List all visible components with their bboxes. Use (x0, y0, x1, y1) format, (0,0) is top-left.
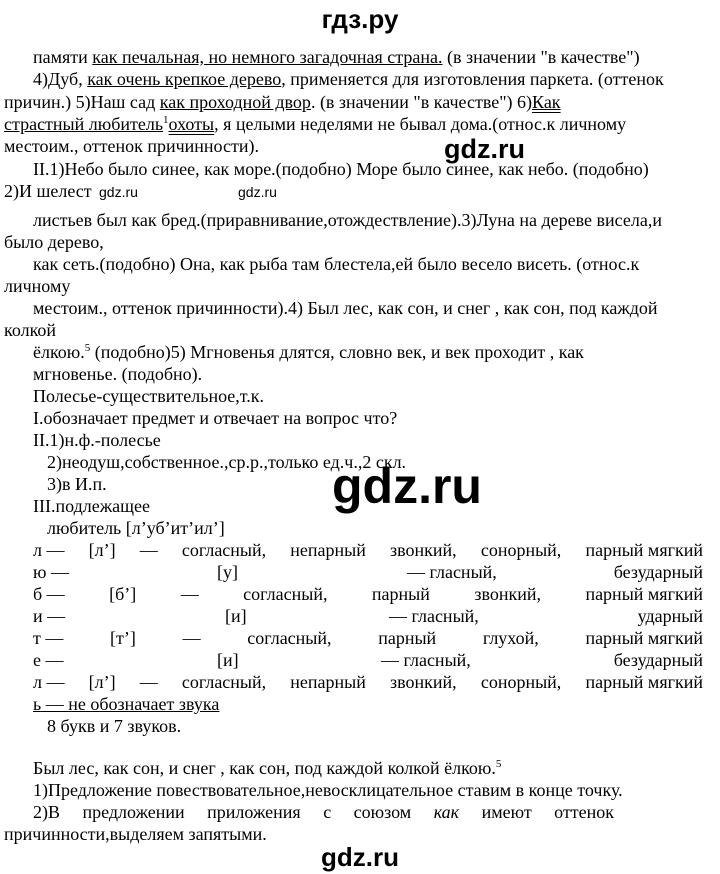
text-line: было дерево, (4, 232, 104, 252)
text-line: страстный любитель$^1$охоты, я целыми неделями не бывал дома.(относ.к личному (4, 114, 627, 134)
text-line: 2)неодуш,собственное.,ср.р.,только ед.ч.,2 скл. (47, 452, 407, 472)
text-line: местоим., оттенок причинности). (4, 136, 259, 156)
watermark: gdz.ru (332, 458, 482, 514)
text-line: 4)Дуб, как очень крепкое дерево, применяется для изготовления паркета. (оттенок (33, 69, 664, 89)
text-line: листьев был как бред.(приравнивание,отождествление).3)Луна на дереве висела,и (33, 210, 662, 230)
text-line: 1)Предложение повествовательное,невосклицательное ставим в конце точку. (33, 780, 623, 800)
text-line: памяти как печальная, но немного загадочная страна. (в значении "в качестве") (33, 47, 640, 67)
text-line: причинности,выделяем запятыми. (4, 824, 267, 844)
phonetic-row: т — [т’] — согласный, парный глухой, парный мягкий (33, 628, 703, 648)
phonetic-row: и — [и] — гласный, ударный (33, 606, 703, 626)
site-footer[interactable]: gdz.ru (321, 842, 399, 872)
text-line: Был лес, как сон, и снег , как сон, под каждой колкой ёлкою.$^5$ (33, 758, 502, 778)
text-line: III.подлежащее (33, 496, 150, 516)
text-line: 3)в И.п. (47, 474, 107, 494)
text-line: мгновенье. (подобно). (33, 364, 203, 384)
text-line: II.1)н.ф.-полесье (33, 430, 161, 450)
phonetic-row: б — [б’] — согласный, парный звонкий, парный мягкий (33, 584, 703, 604)
phonetic-transcription: любитель [л’уб’ит’ил’] (47, 518, 225, 538)
phonetic-row: ю — [у] — гласный, безударный (33, 562, 703, 582)
text-line: 2)В предложении приложения с союзом как имеют оттенок (33, 802, 615, 822)
phonetic-row: е — [и] — гласный, безударный (33, 650, 703, 670)
text-line: II.1)Небо было синее, как море.(подобно) Море было синее, как небо. (подобно) (33, 159, 649, 179)
text-line: как сеть.(подобно) Она, как рыба там блестела,ей было весело висеть. (относ.к (33, 254, 640, 274)
text-line: 2)И шелест (4, 181, 92, 201)
site-header[interactable]: гдз.ру (321, 4, 399, 34)
soft-sign-note: ь — не обозначает звука (33, 694, 220, 714)
phonetic-row: л — [л’] — согласный, непарный звонкий, сонорный, парный мягкий (33, 672, 703, 692)
text-line: колкой (4, 320, 57, 340)
watermark: gdz.ru (444, 134, 525, 164)
text-line: I.обозначает предмет и отвечает на вопрос что? (33, 408, 398, 428)
letter-count: 8 букв и 7 звуков. (47, 716, 182, 736)
phonetic-row: л — [л’] — согласный, непарный звонкий, сонорный, парный мягкий (33, 540, 703, 560)
text-line: причин.) 5)Наш сад как проходной двор. (в значении "в качестве") 6)Как (4, 92, 561, 112)
text-line: личному (4, 276, 71, 296)
watermark: gdz.ru (238, 184, 277, 200)
watermark: gdz.ru (99, 184, 138, 200)
text-line: ёлкою.$^5$ (подобно)5) Мгновенья длятся, словно век, и век проходит , как (33, 342, 584, 362)
text-line: местоим., оттенок причинности).4) Был лес, как сон, и снег , как сон, под каждой (33, 298, 658, 318)
text-line: Полесье-существительное,т.к. (33, 386, 265, 406)
